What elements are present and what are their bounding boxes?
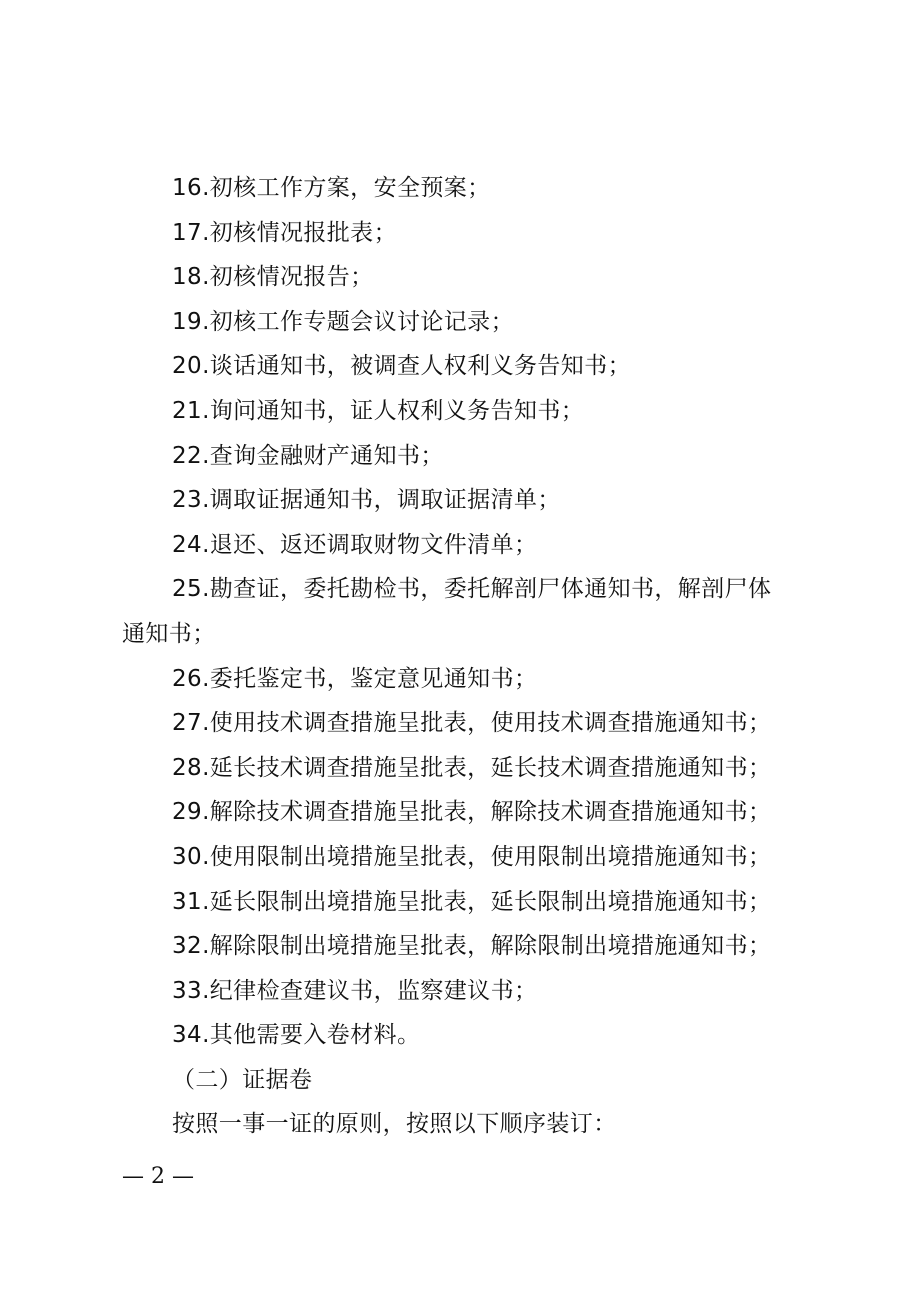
list-item: 17.初核情况报批表； bbox=[172, 219, 397, 246]
list-item-continuation: 通知书； bbox=[122, 620, 216, 647]
list-item: 25.勘查证，委托勘检书，委托解剖尸体通知书，解剖尸体 bbox=[172, 576, 772, 603]
list-item: 20.谈话通知书，被调查人权利义务告知书； bbox=[172, 353, 631, 380]
list-item: 29.解除技术调查措施呈批表，解除技术调查措施通知书； bbox=[172, 799, 772, 826]
list-item: 27.使用技术调查措施呈批表，使用技术调查措施通知书； bbox=[172, 710, 772, 737]
list-item: 16.初核工作方案，安全预案； bbox=[172, 175, 491, 201]
list-item: 22.查询金融财产通知书； bbox=[172, 442, 444, 469]
list-item: 19.初核工作专题会议讨论记录； bbox=[172, 308, 514, 335]
list-item: 34.其他需要入卷材料。 bbox=[172, 1022, 421, 1049]
list-item: 31.延长限制出境措施呈批表，延长限制出境措施通知书； bbox=[172, 888, 772, 915]
list-item: 33.纪律检查建议书，监察建议书； bbox=[172, 977, 538, 1004]
list-item: 30.使用限制出境措施呈批表，使用限制出境措施通知书； bbox=[172, 843, 772, 870]
list-item: 28.延长技术调查措施呈批表，延长技术调查措施通知书； bbox=[172, 754, 772, 781]
section-heading: （二）证据卷 bbox=[172, 1066, 313, 1093]
list-item: 18.初核情况报告； bbox=[172, 264, 374, 291]
paragraph: 按照一事一证的原则，按照以下顺序装订： bbox=[172, 1111, 617, 1138]
list-item: 26.委托鉴定书，鉴定意见通知书； bbox=[172, 665, 538, 692]
list-item: 32.解除限制出境措施呈批表，解除限制出境措施通知书； bbox=[172, 933, 772, 960]
document-body bbox=[122, 166, 812, 1147]
list-item: 21.询问通知书，证人权利义务告知书； bbox=[172, 397, 585, 424]
list-item: 24.退还、返还调取财物文件清单； bbox=[172, 531, 538, 558]
list-item: 23.调取证据通知书，调取证据清单； bbox=[172, 487, 561, 514]
page-number: — 2 — bbox=[122, 1164, 194, 1189]
